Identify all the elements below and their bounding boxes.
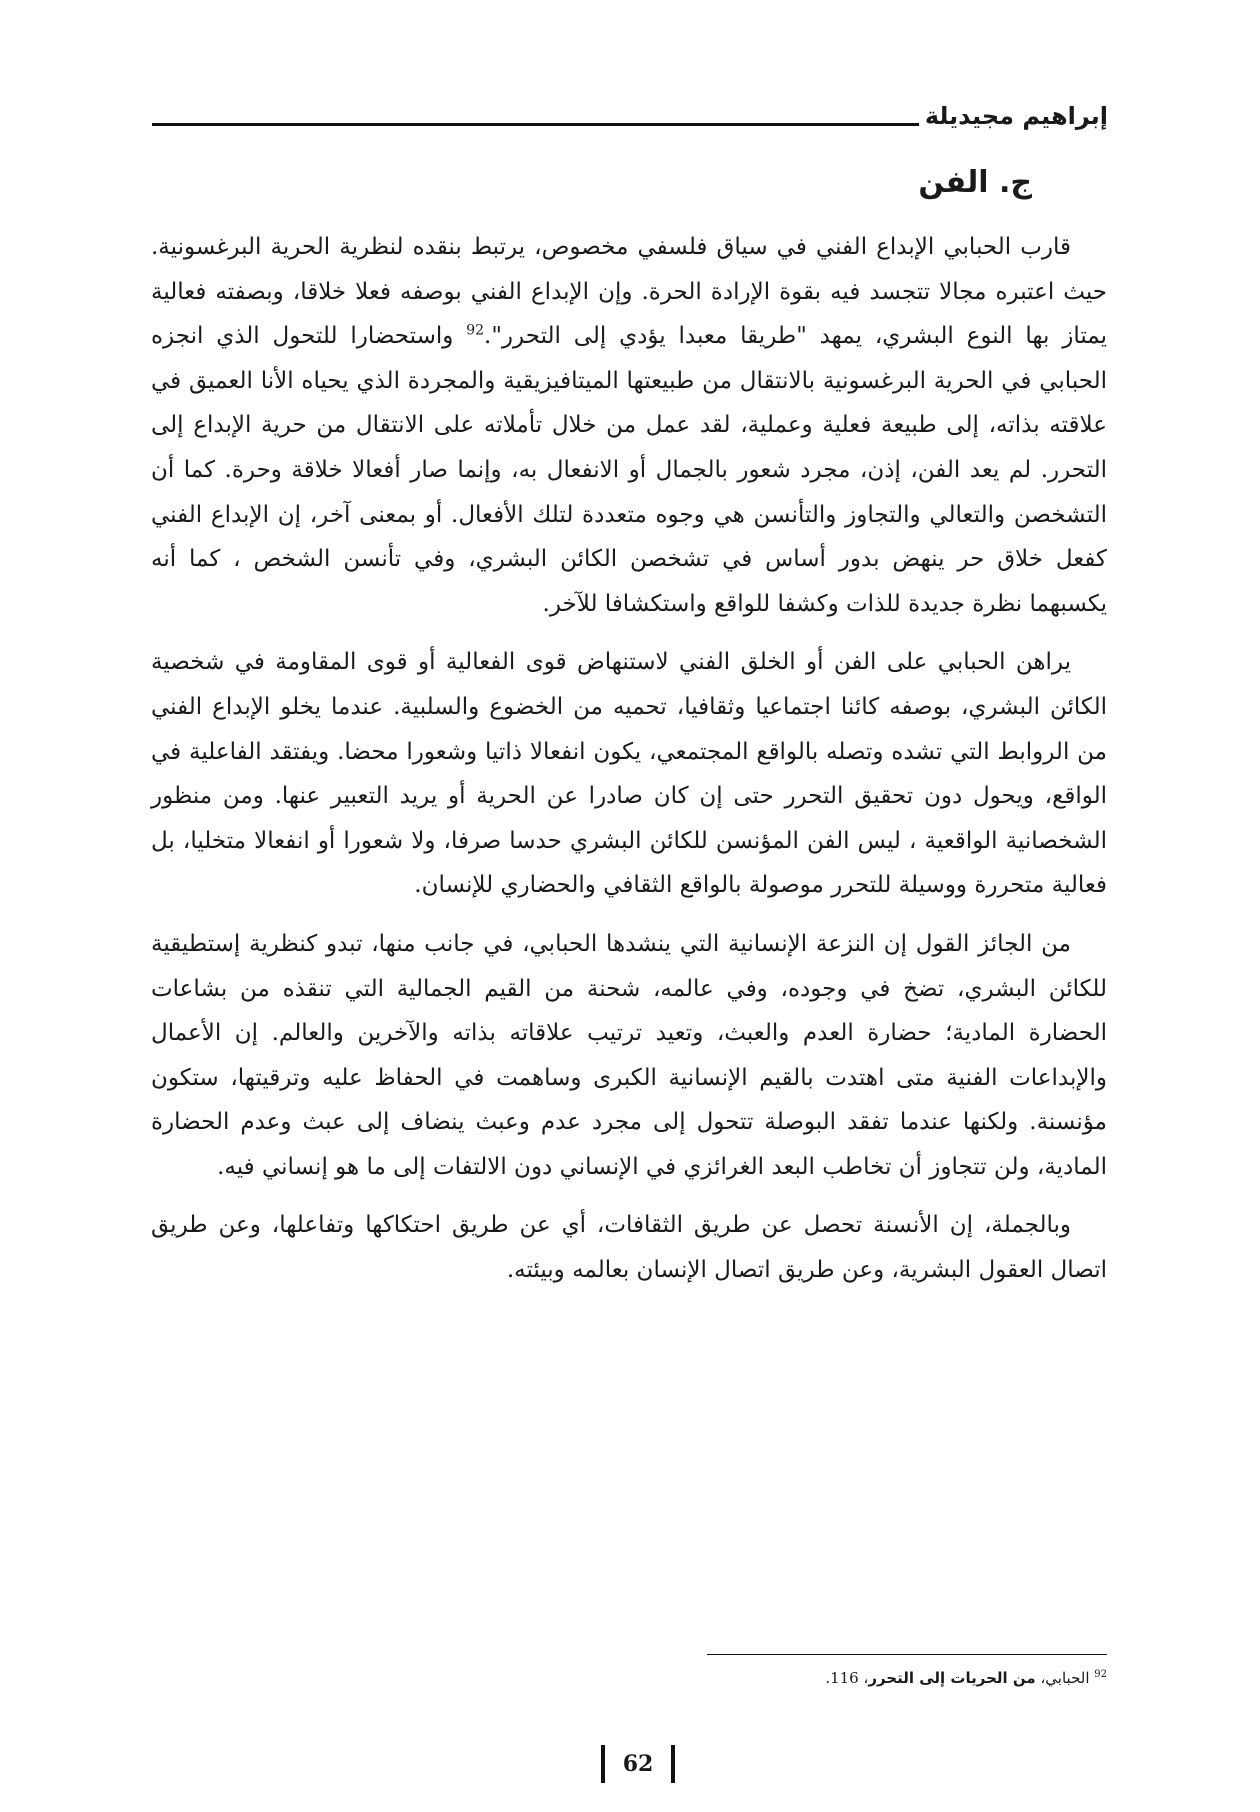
- paragraph: وبالجملة، إن الأنسنة تحصل عن طريق الثقافات، أي عن طريق احتكاكها وتفاعلها، وعن طريق اتصال العقول البشرية، وعن طريق اتصال الإنسان بعالمه وبيئته.: [151, 1212, 1107, 1284]
- body-text: [151, 225, 1107, 1307]
- header-author: إبراهيم مجيديلة: [924, 102, 1108, 130]
- page-number: [598, 1742, 678, 1786]
- footnote-title: من الحريات إلى التحرر: [868, 1669, 1036, 1687]
- footnote: [825, 1668, 1107, 1689]
- footnote-page: ، 116.: [825, 1669, 869, 1687]
- footnote-reference[interactable]: 92: [466, 322, 485, 339]
- page-number-bar-right: [671, 1745, 675, 1783]
- running-header: [152, 88, 1108, 128]
- page-number-bar-left: [601, 1745, 605, 1783]
- section-title: ج. الفن: [918, 165, 1032, 200]
- paragraph: يراهن الحبابي على الفن أو الخلق الفني لاستنهاض قوى الفعالية أو قوى المقاومة في شخصية الكائن البشري، بوصفه كائنا اجتماعيا وثقافيا، تحميه من الخضوع والسلبية. عندما يخلو الإبداع الفني من الروابط التي تشده وتصله بالواقع المجتمعي، يكون انفعالا ذاتيا وشعورا محضا. ويفتقد الفاعلية في الواقع، ويحول دون تحقيق التحرر حتى إن كان صادرا عن الحرية أو يريد التعبير عنها. ومن منظور الشخصانية الواقعية ، ليس الفن المؤنسن للكائن البشري حدسا صرفا، ولا شعورا أو انفعالا متخليا، بل فعالية متحررة ووسيلة للتحرر موصولة بالواقع الثقافي والحضاري للإنسان.: [151, 649, 1107, 899]
- paragraph-text: قارب الحبابي الإبداع الفني في سياق فلسفي مخصوص، يرتبط بنقده لنظرية الحرية البرغسونية. حيث اعتبره مجالا تتجسد فيه بقوة الإرادة الحرة. وإن الإبداع الفني بوصفه فعلا خلاقا، وبصفته فعالية يمتاز بها النوع البشري، يمهد "طريقا معبدا يؤدي إلى التحرر".: [151, 234, 1107, 350]
- footnote-number: 92: [1094, 1669, 1107, 1680]
- paragraph-text: واستحضارا للتحول الذي انجزه الحبابي في الحرية البرغسونية بالانتقال من طبيعتها الميتافيزيقية والمجردة الذي يحياه الأنا العميق في علاقته بذاته، إلى طبيعة فعلية وعملية، لقد عمل من خلال تأملاته على الانتقال من حرية الإبداع إلى التحرر. لم يعد الفن، إذن، مجرد شعور بالجمال أو الانفعال به، وإنما صار أفعالا خلاقة وحرة. كما أن التشخصن والتعالي والتجاوز والتأنسن هي وجوه متعددة لتلك الأفعال. أو بمعنى آخر، إن الإبداع الفني كفعل خلاق حر ينهض بدور أساس في تشخصن الكائن البشري، وفي تأنسن الشخص ، كما أنه يكسبهما نظرة جديدة للذات وكشفا للواقع واستكشافا للآخر.: [151, 323, 1107, 617]
- paragraph: [151, 225, 1107, 626]
- page-number-value: 62: [622, 1751, 654, 1777]
- footnote-divider: [707, 1654, 1107, 1655]
- header-rule: [152, 123, 919, 126]
- footnote-author: الحبابي،: [1035, 1669, 1095, 1687]
- paragraph: من الجائز القول إن النزعة الإنسانية التي ينشدها الحبابي، في جانب منها، تبدو كنظرية إستطيقية للكائن البشري، تضخ في وجوده، وفي عالمه، شحنة من القيم الجمالية التي تنقذه من بشاعات الحضارة المادية؛ حضارة العدم والعبث، وتعيد ترتيب علاقاته بذاته والآخرين والعالم. إن الأعمال والإبداعات الفنية متى اهتدت بالقيم الإنسانية الكبرى وساهمت في الحفاظ عليه وترقيتها، ستكون مؤنسنة. ولكنها عندما تفقد البوصلة تتحول إلى مجرد عدم وعبث ينضاف إلى عبث وعدم الحضارة المادية، ولن تتجاوز أن تخاطب البعد الغرائزي في الإنساني دون الالتفات إلى ما هو إنساني فيه.: [151, 930, 1107, 1180]
